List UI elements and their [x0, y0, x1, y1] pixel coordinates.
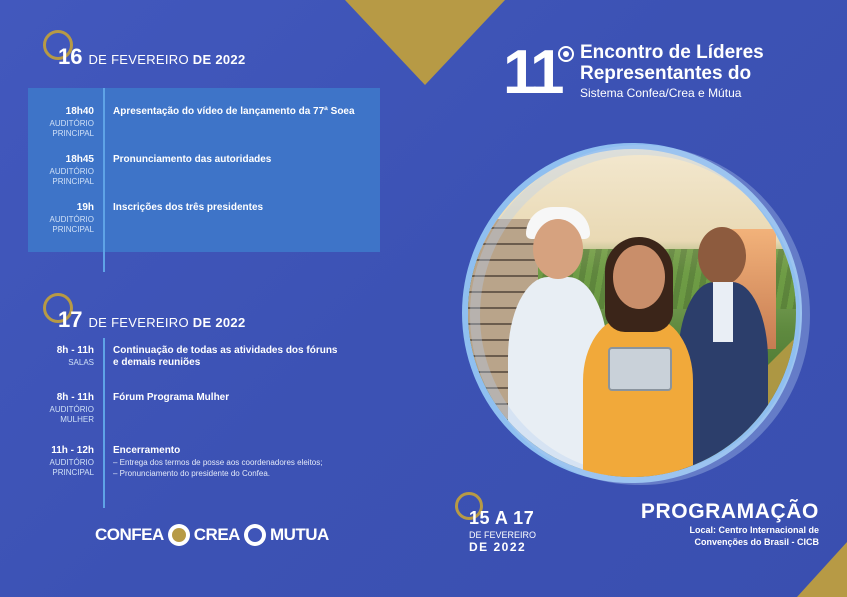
timeline-divider: [103, 338, 105, 508]
crea-logo: CREA: [193, 525, 240, 544]
programacao-heading: PROGRAMAÇÃO: [640, 500, 819, 523]
schedule-location: AUDITÓRIO PRINCIPAL: [49, 458, 94, 477]
tablet-icon: [608, 347, 672, 391]
schedule-location: AUDITÓRIO PRINCIPAL: [49, 167, 94, 186]
mutua-logo: MUTUA: [269, 525, 329, 544]
gold-triangle-bottom-right: [797, 542, 847, 597]
schedule-description: Continuação de todas as atividades dos fóruns e demais reuniões: [113, 345, 338, 368]
day2-date-text: DE FEVEREIRO DE 2022: [88, 315, 246, 330]
title-line2: Representantes do: [580, 63, 752, 84]
schedule-description: Apresentação do vídeo de lançamento da 77ª Soea: [113, 106, 355, 117]
day1-date-text: DE FEVEREIRO DE 2022: [88, 52, 246, 67]
woman-person: [583, 317, 693, 477]
schedule-subitem: – Pronunciamento do presidente do Confea.: [113, 469, 270, 478]
venue-line1: Local: Centro Internacional de: [689, 525, 819, 535]
schedule-description: Inscrições dos três presidentes: [113, 202, 264, 213]
venue-line2: Convenções do Brasil - CICB: [694, 537, 819, 547]
day2-header: [58, 307, 246, 333]
date-range: 15 A 17: [469, 508, 535, 528]
schedule-location: SALAS: [68, 358, 94, 367]
schedule-description: Fórum Programa Mulher: [113, 392, 230, 403]
schedule-time: 18h45: [65, 154, 94, 165]
day1-number: 16: [58, 44, 83, 69]
date-month: DE FEVEREIRO: [469, 530, 537, 540]
schedule-time: 8h - 11h: [56, 392, 94, 403]
schedule-time: 18h40: [65, 106, 94, 117]
sponsor-logos: [95, 524, 329, 546]
timeline-divider: [103, 252, 105, 272]
day1-schedule-panel: [28, 88, 380, 252]
ordinal-icon: [558, 46, 574, 62]
day1-header: [58, 44, 246, 70]
schedule-location: AUDITÓRIO MULHER: [49, 405, 94, 424]
date-year: DE 2022: [469, 540, 527, 554]
title-line3: Sistema Confea/Crea e Mútua: [580, 86, 742, 100]
professionals-photo: [462, 143, 802, 483]
edition-number: 11: [503, 38, 561, 107]
schedule-location: AUDITÓRIO PRINCIPAL: [49, 119, 94, 138]
title-line1: Encontro de Líderes: [580, 42, 764, 63]
schedule-description: Encerramento – Entrega dos termos de posse aos coordenadores eleitos; – Pronunciamento do presidente do Confea.: [113, 445, 323, 478]
timeline-divider: [103, 88, 105, 252]
crea-emblem-icon: [168, 524, 190, 546]
mutua-emblem-icon: [244, 524, 266, 546]
schedule-location: AUDITÓRIO PRINCIPAL: [49, 215, 94, 234]
gold-triangle-top: [345, 0, 505, 85]
schedule-time: 19h: [76, 202, 94, 213]
schedule-time: 11h - 12h: [51, 445, 94, 456]
confea-logo: CONFEA: [95, 525, 164, 544]
schedule-subitem: – Entrega dos termos de posse aos coordenadores eleitos;: [113, 458, 323, 467]
programacao-block: [641, 500, 819, 548]
day2-number: 17: [58, 307, 83, 332]
schedule-time: 8h - 11h: [56, 345, 94, 356]
schedule-description: Pronunciamento das autoridades: [113, 154, 272, 165]
